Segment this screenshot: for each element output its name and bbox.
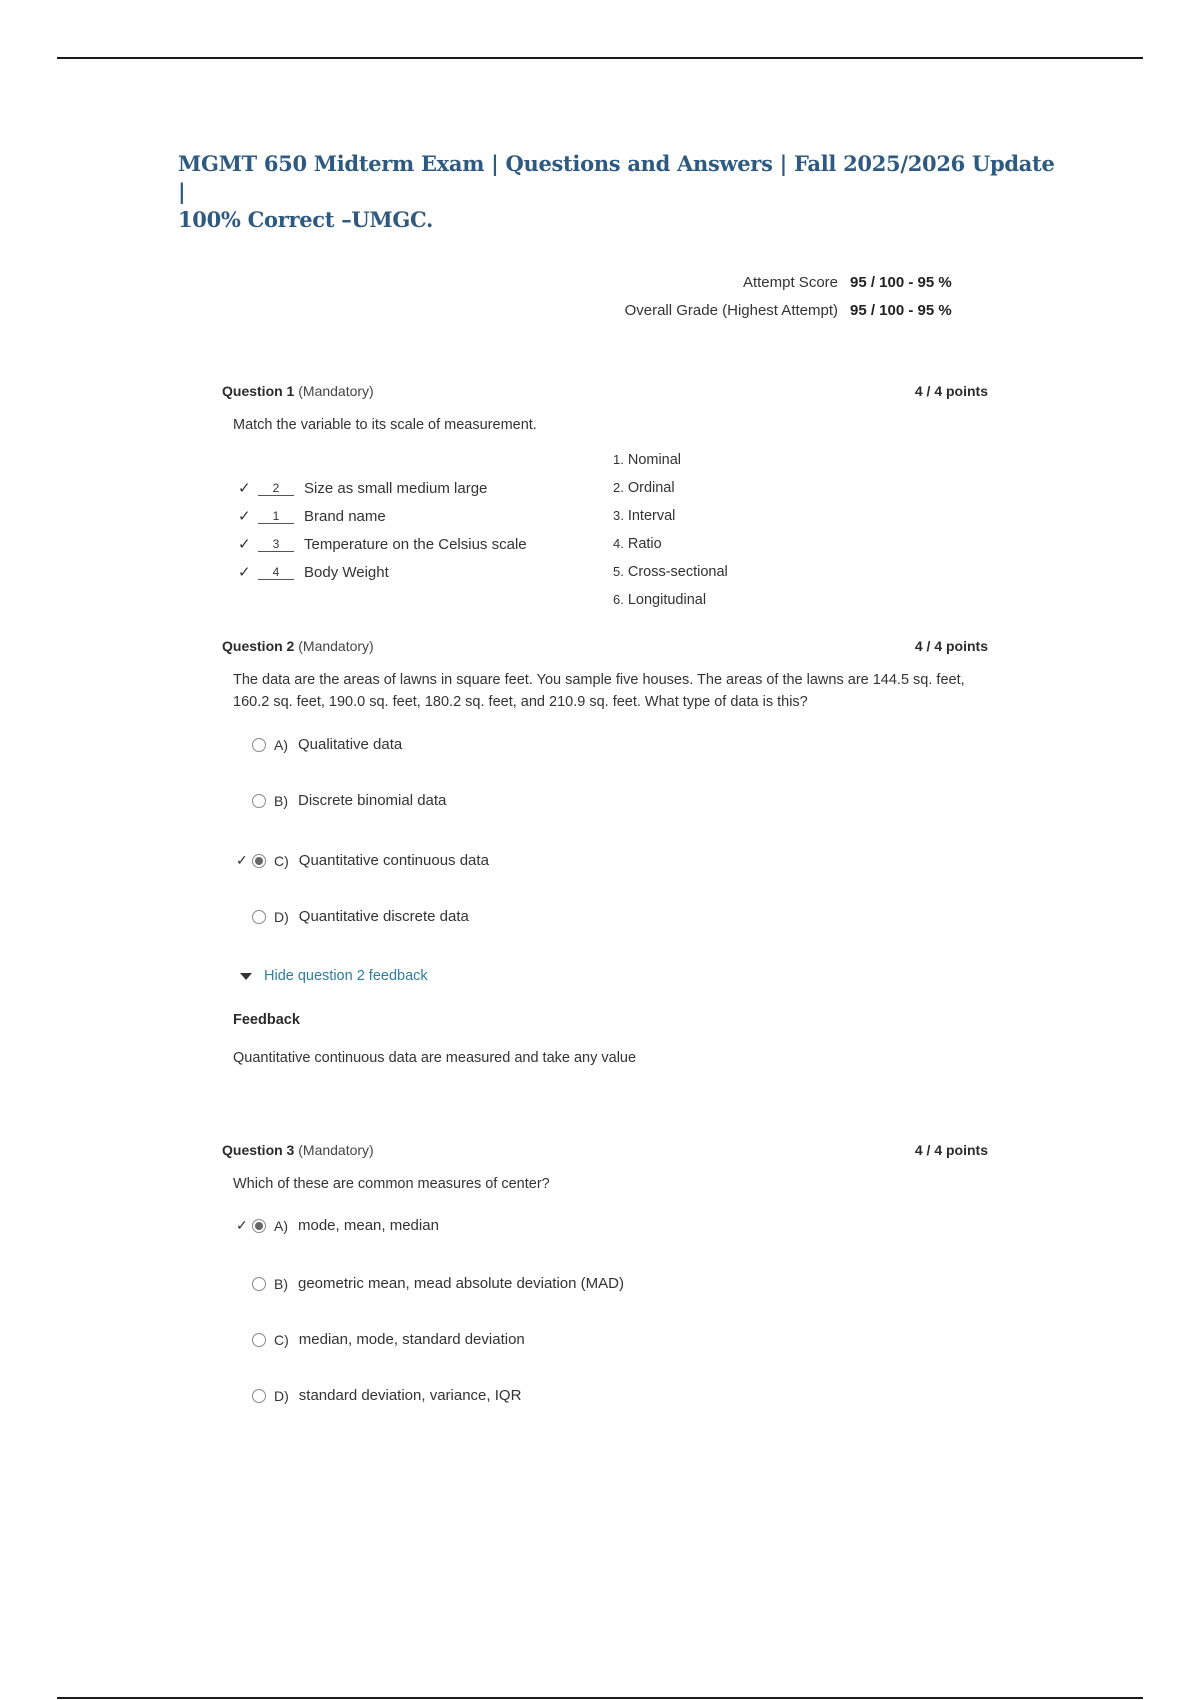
feedback-text: Quantitative continuous data are measured and take any value [233,1050,637,1066]
radio-button[interactable] [252,1333,266,1347]
radio-button[interactable] [252,1389,266,1403]
option-c[interactable]: ✓ C) Quantitative continuous data [236,852,489,869]
match-answer: 1 [258,509,294,524]
option-d[interactable]: D) Quantitative discrete data [236,908,469,925]
question-1-points: 4 / 4 points [914,383,988,399]
document-title: MGMT 650 Midterm Exam | Questions and Answers | Fall 2025/2026 Update | 100% Correct –UMGC. [178,151,1055,232]
top-rule [57,57,1143,59]
match-answer: 4 [258,565,294,580]
match-row[interactable]: ✓ 3 Temperature on the Celsius scale [238,535,527,553]
feedback-heading: Feedback [233,1012,300,1028]
list-item: 3. Interval [613,508,676,524]
option-b[interactable]: B) Discrete binomial data [236,792,446,809]
option-a[interactable]: A) Qualitative data [236,736,402,753]
question-2-header: Question 2 (Mandatory) 4 / 4 points [222,638,988,654]
check-icon: ✓ [236,852,248,868]
match-answer: 3 [258,537,294,552]
radio-button-selected[interactable] [252,1219,266,1233]
radio-button[interactable] [252,794,266,808]
list-item: 4. Ratio [613,536,662,552]
match-row[interactable]: ✓ 2 Size as small medium large [238,479,488,497]
list-item: 6. Longitudinal [613,592,707,608]
question-2-points: 4 / 4 points [914,638,988,654]
triangle-down-icon [240,973,252,980]
match-row[interactable]: ✓ 4 Body Weight [238,563,389,581]
radio-button[interactable] [252,910,266,924]
option-b[interactable]: B) geometric mean, mead absolute deviation (MAD) [236,1275,624,1292]
overall-grade: Overall Grade (Highest Attempt) 95 / 100 - 95 % [624,302,952,319]
scale-choice-list [613,446,728,614]
radio-button[interactable] [252,1277,266,1291]
question-3-header: Question 3 (Mandatory) 4 / 4 points [222,1142,988,1158]
question-1-text: Match the variable to its scale of measurement. [233,417,537,433]
question-3-points: 4 / 4 points [914,1142,988,1158]
list-item: 2. Ordinal [613,480,675,496]
check-icon: ✓ [236,1217,248,1233]
check-icon: ✓ [238,564,251,581]
question-1-header: Question 1 (Mandatory) 4 / 4 points [222,383,988,399]
question-2-text: The data are the areas of lawns in square feet. You sample five houses. The areas of the lawns are 144.5 sq. feet, 160.2 sq. feet, 190.0 sq. feet, 180.2 sq. feet, and 210.9 sq. feet. What type of data is this? [233,672,965,710]
radio-button[interactable] [252,738,266,752]
list-item: 1. Nominal [613,452,682,468]
question-3-text: Which of these are common measures of center? [233,1176,550,1192]
check-icon: ✓ [238,508,251,525]
bottom-rule [57,1697,1143,1699]
radio-button-selected[interactable] [252,854,266,868]
option-c[interactable]: C) median, mode, standard deviation [236,1331,525,1348]
check-icon: ✓ [238,536,251,553]
hide-feedback-link[interactable]: Hide question 2 feedback [240,968,428,984]
option-a[interactable]: ✓ A) mode, mean, median [236,1217,439,1234]
match-answer: 2 [258,481,294,496]
list-item: 5. Cross-sectional [613,564,728,580]
check-icon: ✓ [238,480,251,497]
attempt-score: Attempt Score 95 / 100 - 95 % [742,274,952,291]
match-row[interactable]: ✓ 1 Brand name [238,507,386,525]
option-d[interactable]: D) standard deviation, variance, IQR [236,1387,521,1404]
